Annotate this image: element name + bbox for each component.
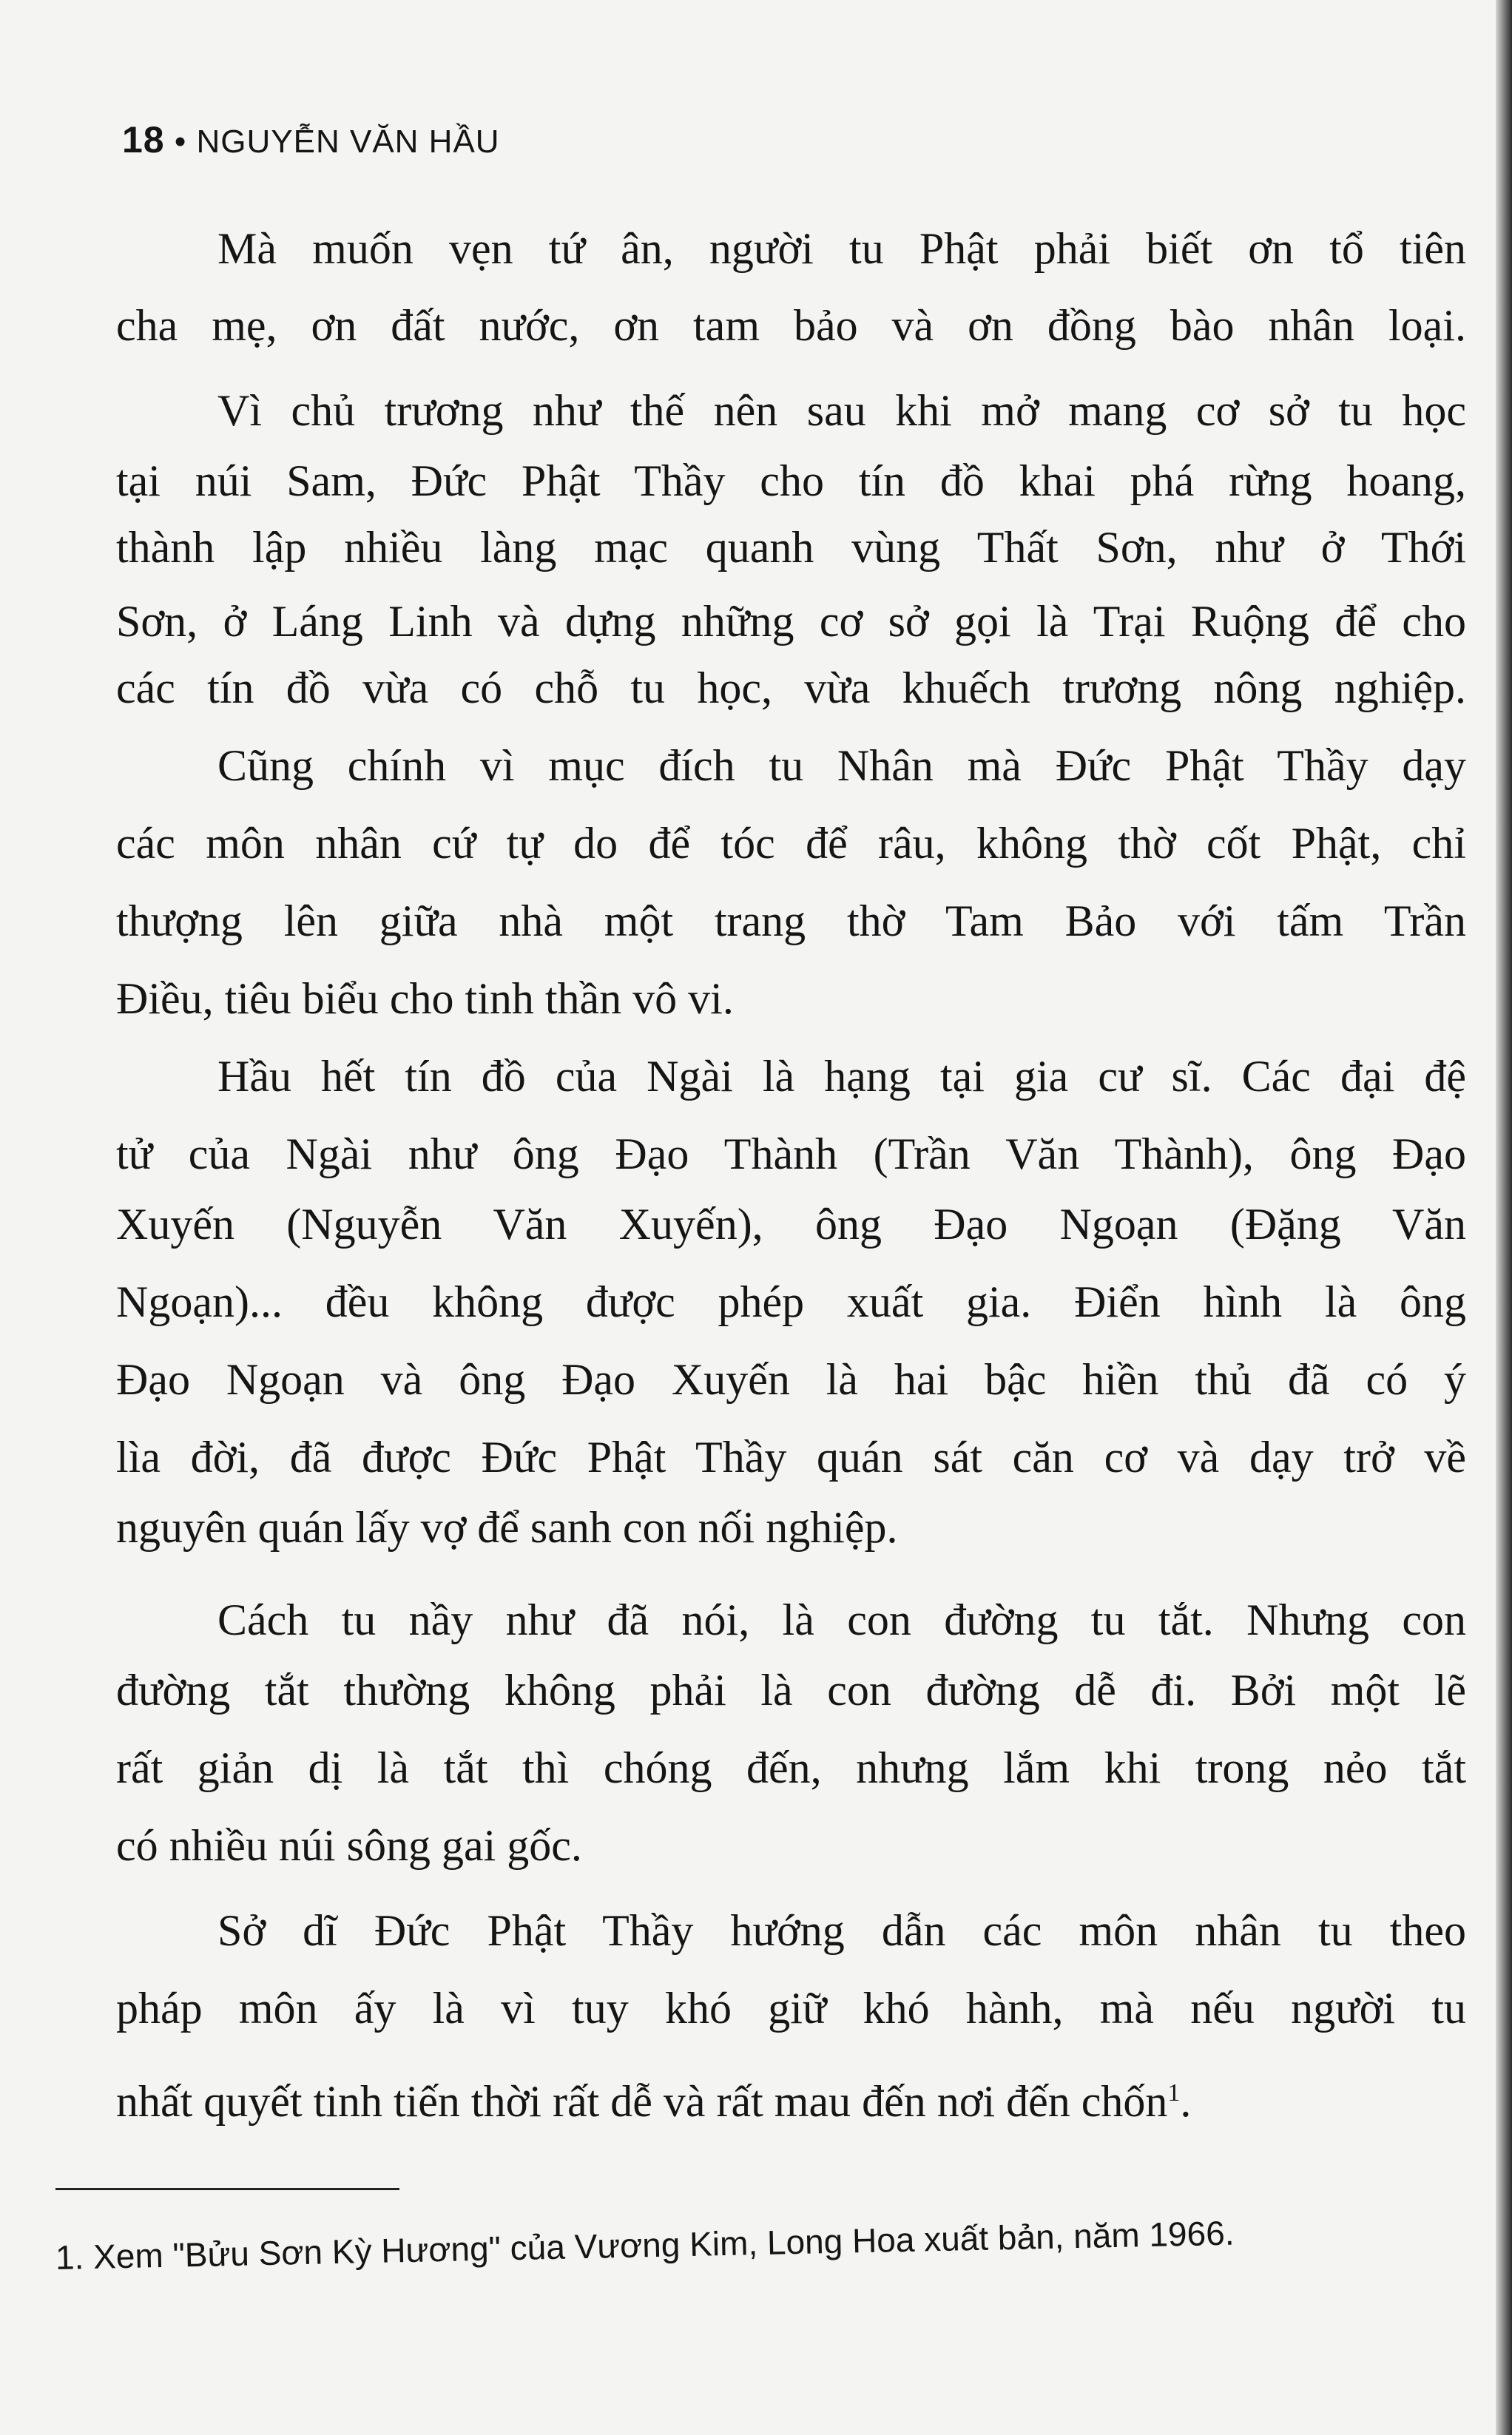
- text-line: nhất quyết tinh tiến thời rất dễ và rất mau đến nơi đến chốn$^1$.: [116, 2077, 1192, 2126]
- footnote-divider: [55, 2188, 399, 2190]
- text-line: Ngoạn)... đều không được phép xuất gia. Điển hình là ông: [116, 1277, 1466, 1326]
- footnote-reference: 1: [1167, 2079, 1181, 2107]
- header-author: NGUYỄN VĂN HẦU: [196, 124, 500, 160]
- page-edge-shadow: [1496, 0, 1512, 2435]
- text-line: Sơn, ở Láng Linh và dựng những cơ sở gọi là Trại Ruộng để cho: [116, 597, 1466, 646]
- text-line: Điều, tiêu biểu cho tinh thần vô vi.: [116, 974, 734, 1023]
- text-line: Xuyến (Nguyễn Văn Xuyến), ông Đạo Ngoạn (Đặng Văn: [116, 1200, 1466, 1249]
- text-line: cha mẹ, ơn đất nước, ơn tam bảo và ơn đồng bào nhân loại.: [116, 301, 1466, 350]
- page-number: 18: [122, 119, 165, 161]
- text-line: Đạo Ngoạn và ông Đạo Xuyến là hai bậc hiền thủ đã có ý: [116, 1355, 1466, 1404]
- text-line: thượng lên giữa nhà một trang thờ Tam Bảo với tấm Trần: [116, 896, 1466, 945]
- text-line: Hầu hết tín đồ của Ngài là hạng tại gia cư sĩ. Các đại đệ: [217, 1052, 1466, 1101]
- text-line: Vì chủ trương như thế nên sau khi mở mang cơ sở tu học: [217, 386, 1466, 435]
- text-line: thành lập nhiều làng mạc quanh vùng Thất Sơn, như ở Thới: [116, 523, 1466, 572]
- text-line: có nhiều núi sông gai gốc.: [116, 1821, 582, 1870]
- text-line: đường tắt thường không phải là con đường dễ đi. Bởi một lẽ: [116, 1666, 1466, 1715]
- text-line: tử của Ngài như ông Đạo Thành (Trần Văn Thành), ông Đạo: [116, 1129, 1466, 1178]
- text-line: rất giản dị là tắt thì chóng đến, nhưng lắm khi trong nẻo tắt: [116, 1743, 1466, 1792]
- footnote-number: 1.: [55, 2238, 84, 2277]
- text-line: lìa đời, đã được Đức Phật Thầy quán sát căn cơ và dạy trở về: [116, 1433, 1466, 1482]
- running-header: [122, 118, 500, 161]
- text-line-content: nhất quyết tinh tiến thời rất dễ và rất mau đến nơi đến chốn: [116, 2077, 1168, 2126]
- footnote-text: Xem "Bửu Sơn Kỳ Hương" của Vương Kim, Long Hoa xuất bản, năm 1966.: [92, 2213, 1235, 2276]
- text-line: pháp môn ấy là vì tuy khó giữ khó hành, mà nếu người tu: [116, 1984, 1466, 2033]
- text-line: Cách tu nầy như đã nói, là con đường tu tắt. Nhưng con: [217, 1595, 1466, 1644]
- text-line: Cũng chính vì mục đích tu Nhân mà Đức Phật Thầy dạy: [217, 741, 1466, 790]
- header-separator: •: [174, 124, 187, 160]
- text-line: các tín đồ vừa có chỗ tu học, vừa khuếch trương nông nghiệp.: [116, 663, 1466, 712]
- footnote: [55, 2208, 1461, 2277]
- text-line: tại núi Sam, Đức Phật Thầy cho tín đồ khai phá rừng hoang,: [116, 456, 1466, 505]
- text-line: các môn nhân cứ tự do để tóc để râu, không thờ cốt Phật, chỉ: [116, 819, 1466, 868]
- text-line: Sở dĩ Đức Phật Thầy hướng dẫn các môn nhân tu theo: [217, 1906, 1466, 1955]
- text-line: nguyên quán lấy vợ để sanh con nối nghiệp.: [116, 1503, 898, 1552]
- text-line: Mà muốn vẹn tứ ân, người tu Phật phải biết ơn tổ tiên: [217, 224, 1466, 273]
